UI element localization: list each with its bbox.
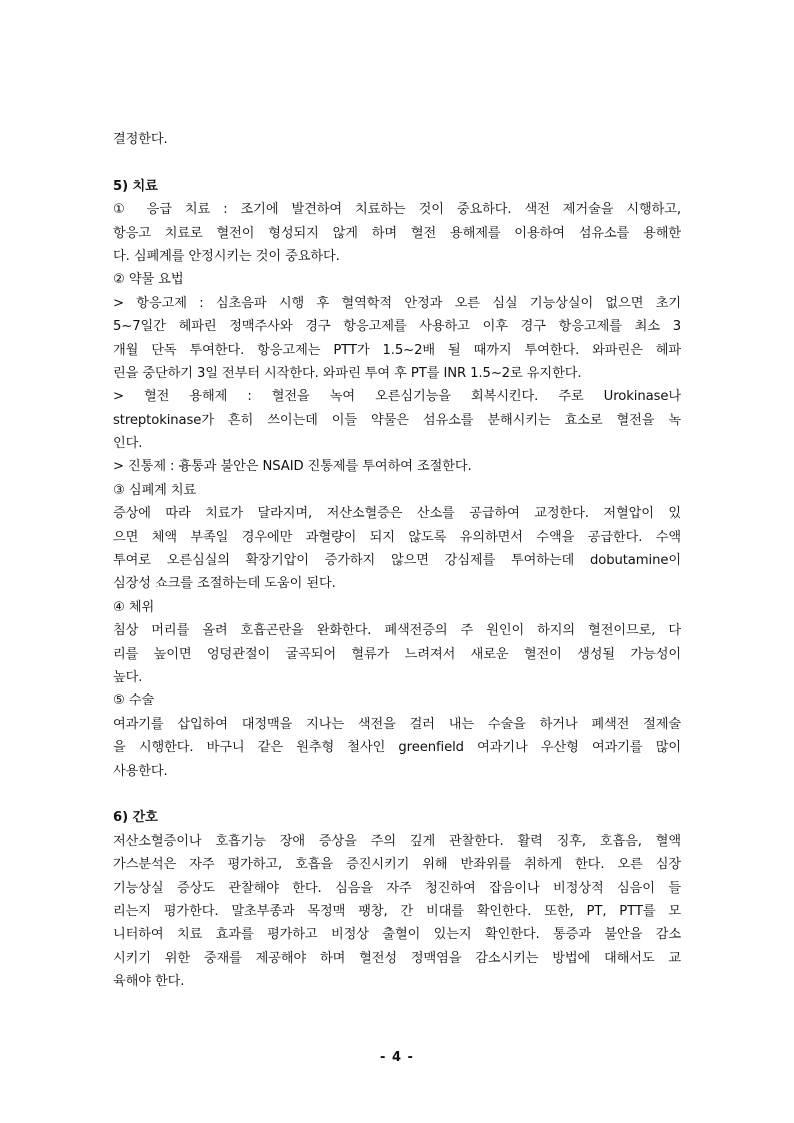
paragraph-line: 여과기를 삽입하여 대정맥을 지나는 색전을 걸러 내는 수술을 하거나 폐색전 절제술 [113, 716, 681, 732]
paragraph-line: 저산소혈증이나 호흡기능 장애 증상을 주의 깊게 관찰한다. 활력 징후, 호흡음, 혈액 [113, 833, 681, 849]
subheading-surgery: ⑤ 수술 [113, 693, 155, 709]
page-number: - 4 - [380, 1050, 414, 1065]
paragraph-line: 5~7일간 헤파린 정맥주사와 경구 항응고제를 사용하고 이후 경구 항응고제를 최소 3 [113, 319, 681, 335]
paragraph-line: 증상에 따라 치료가 달라지며, 저산소혈증은 산소를 공급하여 교정한다. 저혈압이 있 [113, 506, 681, 522]
page-content [113, 128, 681, 993]
paragraph-line: 을 시행한다. 바구니 같은 원추형 철사인 greenfield 여과기나 우산형 여과기를 많이 [113, 740, 681, 756]
paragraph-line: 리를 높이면 엉덩관절이 굴곡되어 혈류가 느려져서 새로운 혈전이 생성될 가능성이 [113, 646, 681, 662]
paragraph-line: 으면 체액 부족일 경우에만 과혈량이 되지 않도록 유의하면서 수액을 공급한다. 수액 [113, 529, 681, 545]
subheading-cardiopulmonary: ③ 심폐계 치료 [113, 482, 197, 498]
paragraph-line: 육해야 한다. [113, 974, 185, 990]
paragraph-line: 니터하여 치료 효과를 평가하고 비정상 출혈이 있는지 확인한다. 통증과 불안을 감소 [113, 927, 681, 943]
subheading-position: ④ 체위 [113, 599, 155, 615]
paragraph-line: 시키기 위한 중재를 제공해야 하며 혈전성 정맥염을 감소시키는 방법에 대해서도 교 [113, 950, 681, 966]
paragraph-line: 침상 머리를 올려 호흡곤란을 완화한다. 폐색전증의 주 원인이 하지의 혈전이므로, 다 [113, 623, 681, 639]
paragraph-line: 결정한다. [113, 132, 168, 147]
blank-line [113, 151, 681, 174]
paragraph-line: 다. 심폐계를 안정시키는 것이 중요하다. [113, 248, 340, 264]
paragraph-line: 리는지 평가한다. 말초부종과 목정맥 팽창, 간 비대를 확인한다. 또한, PT, PTT를 모 [113, 903, 681, 919]
paragraph-line: streptokinase가 흔히 쓰이는데 이들 약물은 섬유소를 분해시키는 효소로 혈전을 녹 [113, 412, 681, 428]
paragraph-line: > 항응고제 : 심초음파 시행 후 혈역학적 안정과 오른 심실 기능상실이 없으면 초기 [113, 295, 681, 311]
paragraph-line: 개월 단독 투여한다. 항응고제는 PTT가 1.5~2배 될 때까지 투여한다. 와파린은 헤파 [113, 342, 681, 358]
paragraph-line: 린을 중단하기 3일 전부터 시작한다. 와파린 투여 후 PT를 INR 1.5~2로 유지한다. [113, 365, 582, 381]
paragraph-line: 투여로 오른심실의 확장기압이 증가하지 않으면 강심제를 투여하는데 dobutamine이 [113, 553, 681, 569]
paragraph-line: 기능상실 증상도 관찰해야 한다. 심음을 자주 청진하여 잡음이나 비정상적 심음이 들 [113, 880, 681, 896]
paragraph-line: 가스분석은 자주 평가하고, 호흡을 증진시키기 위해 반좌위를 취하게 한다. 오른 심장 [113, 857, 681, 873]
paragraph-line: 인다. [113, 436, 143, 452]
paragraph-line: 높다. [113, 669, 143, 685]
paragraph-line: 사용한다. [113, 763, 168, 779]
section-heading-nursing: 6) 간호 [113, 810, 158, 826]
paragraph-line: ① 응급 치료 : 조기에 발견하여 치료하는 것이 중요하다. 색전 제거술을 시행하고, [113, 202, 681, 218]
paragraph-line: > 혈전 용해제 : 혈전을 녹여 오른심기능을 회복시킨다. 주로 Urokinase나 [113, 389, 681, 405]
paragraph-line: 항응고 치료로 혈전이 형성되지 않게 하며 혈전 용해제를 이용하여 섬유소를 용해한 [113, 225, 681, 241]
subheading-drug-therapy: ② 약물 요법 [113, 272, 184, 288]
section-heading-treatment: 5) 치료 [113, 178, 158, 194]
blank-line [113, 783, 681, 806]
paragraph-line: > 진통제 : 흉통과 불안은 NSAID 진통제를 투여하여 조절한다. [113, 459, 472, 475]
paragraph-line: 심장성 쇼크를 조절하는데 도움이 된다. [113, 576, 336, 592]
